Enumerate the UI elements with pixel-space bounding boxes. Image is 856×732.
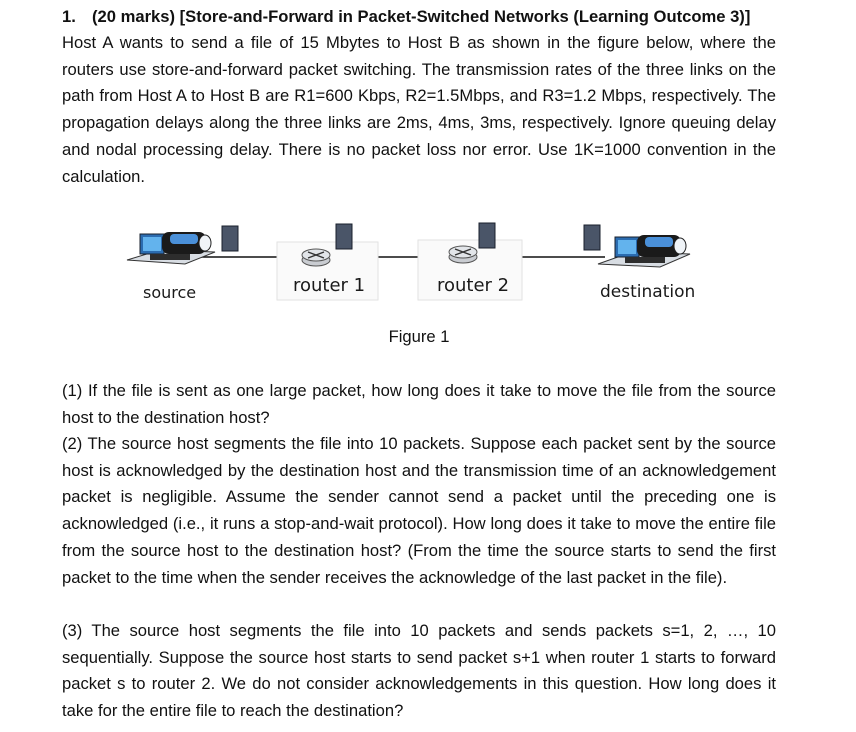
destination-host-icon bbox=[598, 235, 690, 267]
figure-caption: Figure 1 bbox=[388, 327, 450, 346]
router2-icon bbox=[449, 246, 477, 263]
destination-label: destination bbox=[600, 282, 696, 302]
network-figure bbox=[0, 210, 856, 320]
source-host-icon bbox=[127, 232, 215, 264]
question-part-2: (2) The source host segments the file into 10 packets. Suppose each packet sent by the source host is acknowledged by the destination host and the transmission time of an acknowledgement packet is negligible. Assume the sender cannot send a packet until the preceding one is acknowledged (i.e., it runs a stop-and-wait protocol). How long does it take to move the entire file from the source host to the destination host? (From the time the source starts to send the first packet to the time when the sender receives the acknowledge of the last packet in the file). bbox=[62, 434, 776, 587]
question-intro: Host A wants to send a file of 15 Mbytes to Host B as shown in the figure below, where the routers use store-and-forward packet switching. The transmission rates of the three links on the path from Host A to Host B are R1=600 Kbps, R2=1.5Mbps, and R3=1.2 Mbps, respectively. The propagation delays along the three links are 2ms, 4ms, 3ms, respectively. Ignore queuing delay and nodal processing delay. There is no packet loss nor error. Use 1K=1000 convention in the calculation. bbox=[62, 33, 776, 186]
source-queue-icon bbox=[222, 226, 238, 251]
question-heading bbox=[62, 4, 776, 31]
router2-label: router 2 bbox=[437, 275, 510, 296]
source-label: source bbox=[143, 283, 197, 302]
network-diagram bbox=[0, 210, 856, 320]
router1-queue-icon bbox=[336, 224, 352, 249]
destination-queue-icon bbox=[584, 225, 600, 250]
question-title: (20 marks) [Store-and-Forward in Packet-Switched Networks (Learning Outcome 3)] bbox=[92, 7, 751, 26]
question-part-3: (3) The source host segments the file into 10 packets and sends packets s=1, 2, …, 10 sequentially. Suppose the source host starts to send packet s+1 when router 1 starts to forward packet s to router 2. We do not consider acknowledgements in this question. How long does it take for the entire file to reach the destination? bbox=[62, 621, 776, 721]
router1-label: router 1 bbox=[293, 275, 366, 296]
router1-icon bbox=[302, 249, 330, 266]
question-part-1: (1) If the file is sent as one large packet, how long does it take to move the file from the source host to the destination host? bbox=[62, 381, 776, 427]
question-number: 1. bbox=[62, 7, 76, 26]
router2-queue-icon bbox=[479, 223, 495, 248]
